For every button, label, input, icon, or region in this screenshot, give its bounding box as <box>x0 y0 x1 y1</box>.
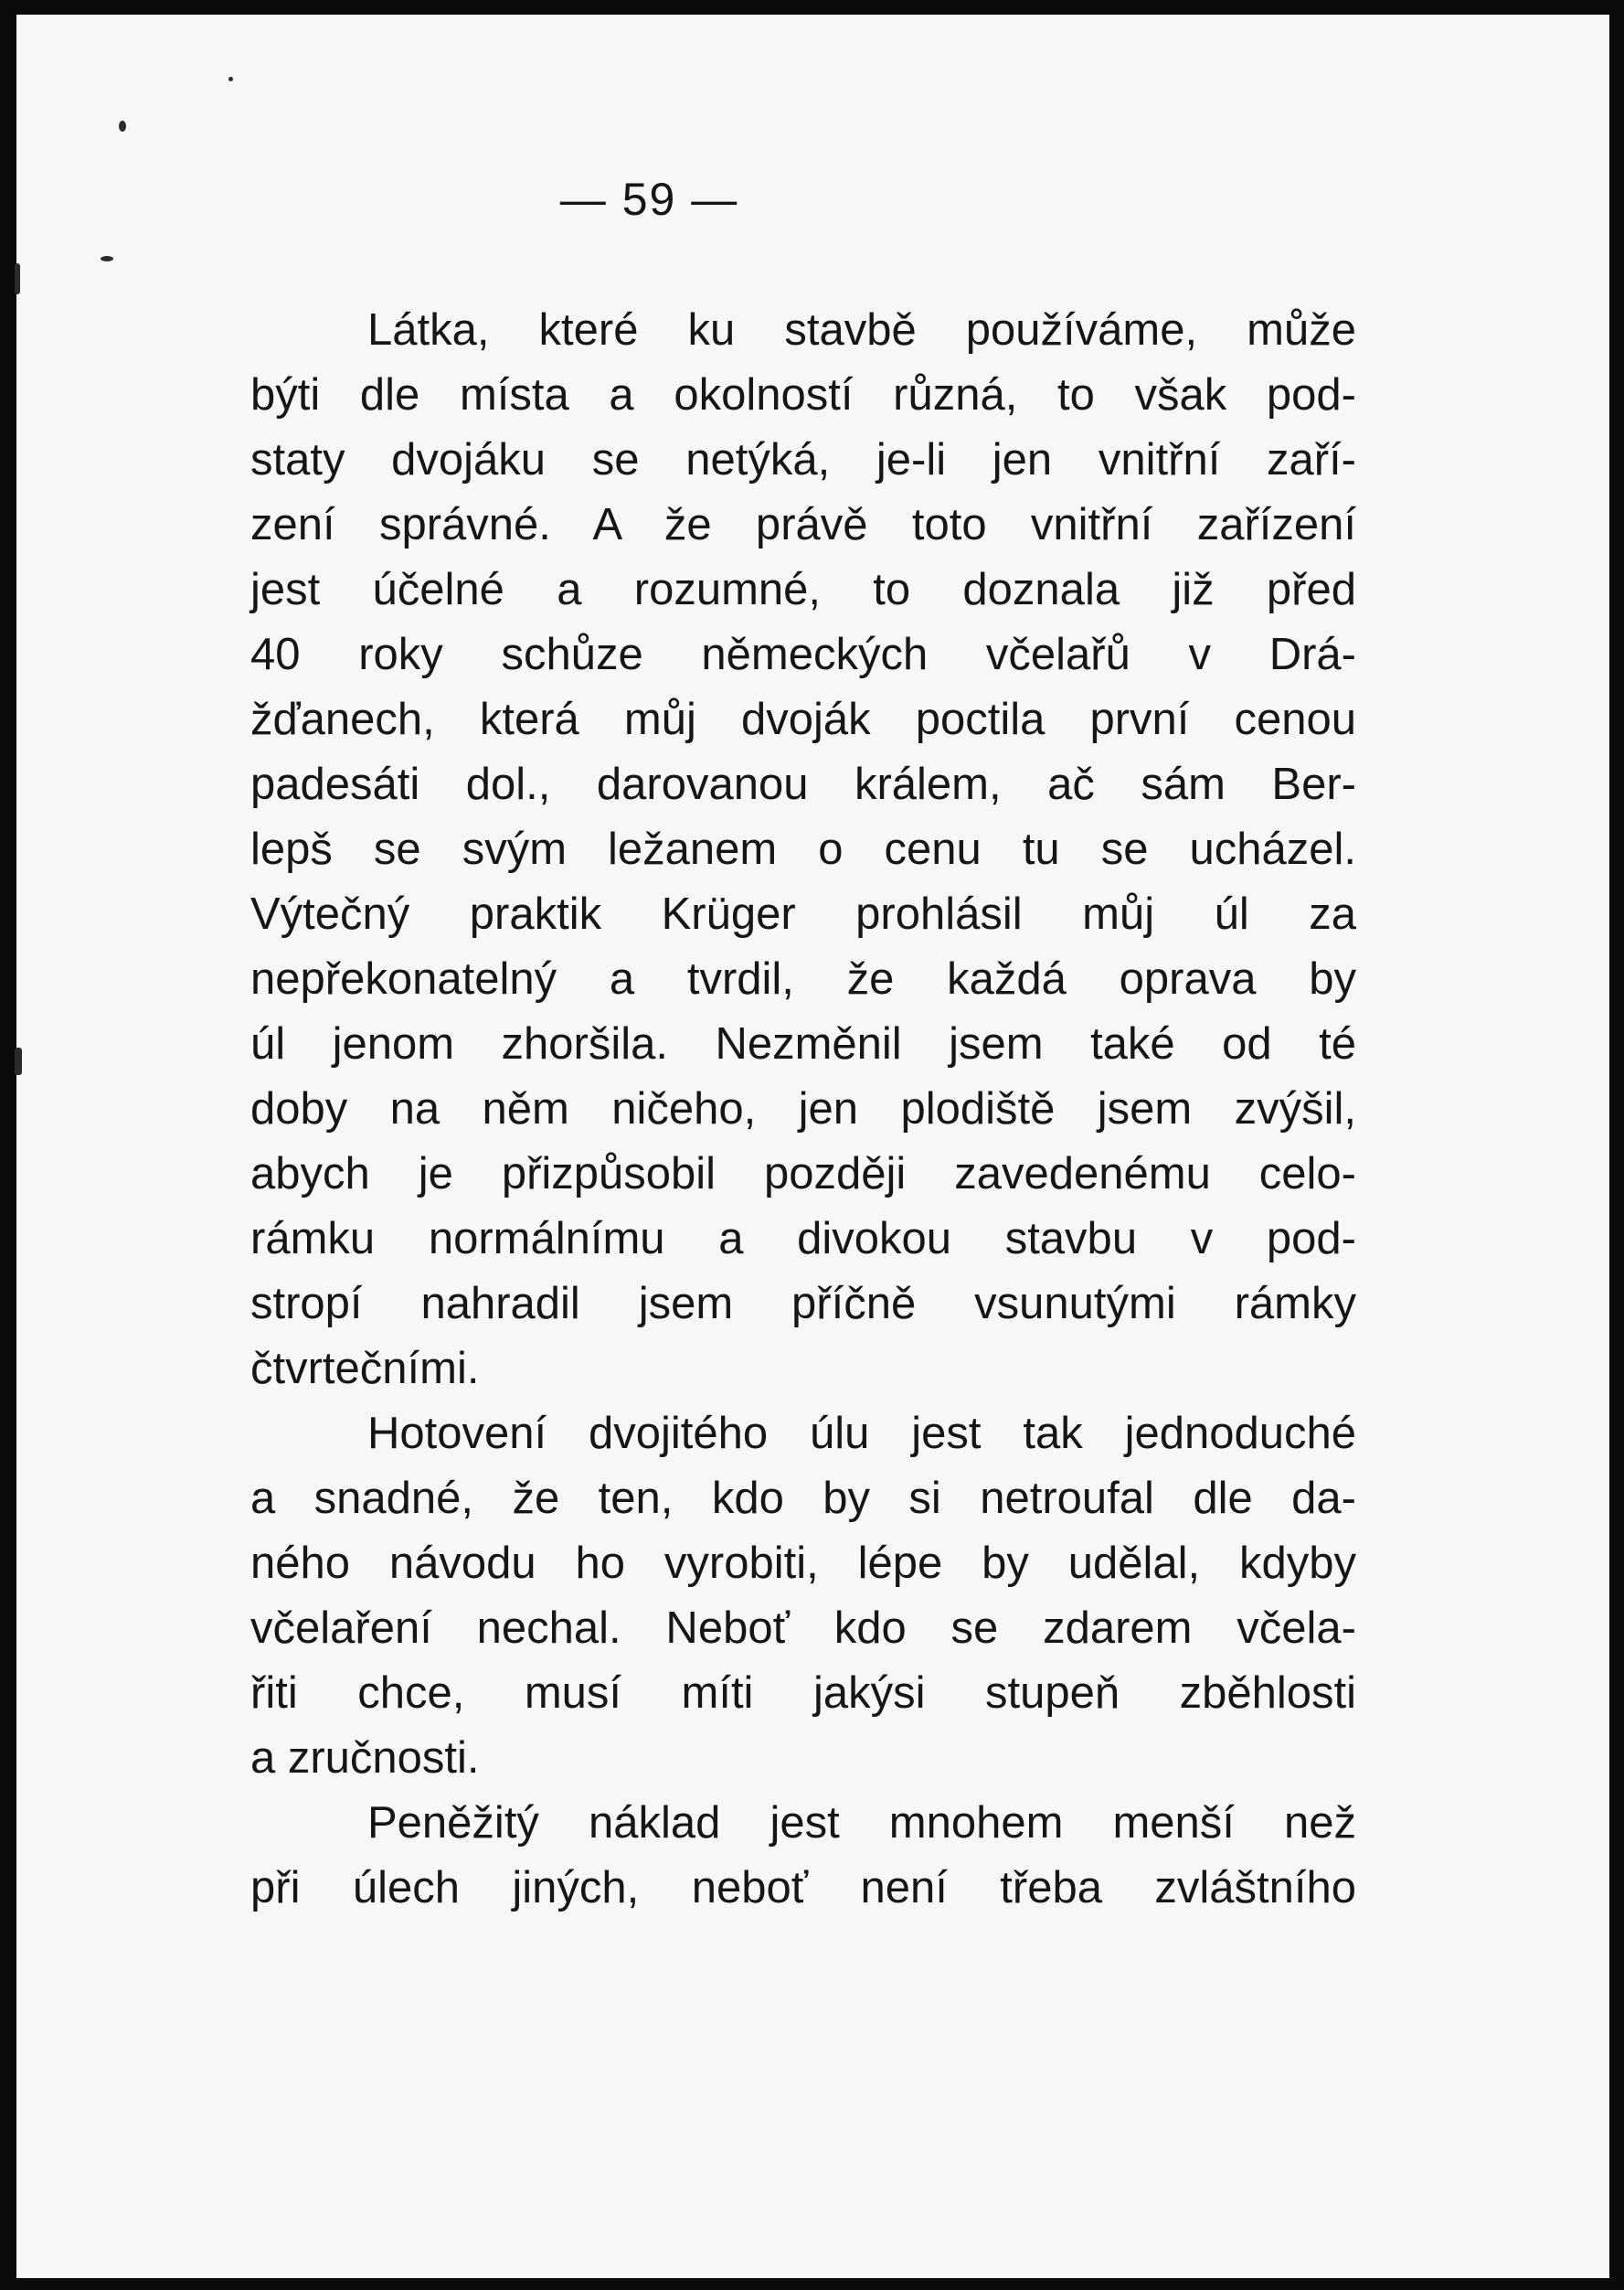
text-line: rámku normálnímu a divokou stavbu v pod- <box>250 1214 1356 1263</box>
scan-speck <box>15 1048 22 1075</box>
text-line: žďanech, která můj dvoják poctila první cenou <box>250 695 1356 744</box>
scan-speck <box>101 256 113 261</box>
text-line: nepřekonatelný a tvrdil, že každá oprava by <box>250 954 1356 1004</box>
text-line: při úlech jiných, neboť není třeba zvláštního <box>250 1863 1356 1912</box>
text-line: abych je přizpůsobil později zavedenému celo- <box>250 1149 1356 1198</box>
text-line: Hotovení dvojitého úlu jest tak jednoduché <box>367 1409 1356 1458</box>
text-line: úl jenom zhoršila. Nezměnil jsem také od té <box>250 1019 1356 1069</box>
text-line: a zručnosti. <box>250 1733 480 1783</box>
text-line: staty dvojáku se netýká, je-li jen vnitřní zaří- <box>250 435 1356 485</box>
text-line: 40 roky schůze německých včelařů v Drá- <box>250 630 1356 679</box>
text-line: lepš se svým ležanem o cenu tu se ucházel. <box>250 825 1356 874</box>
text-line: Látka, které ku stavbě používáme, může <box>367 305 1356 355</box>
text-line: čtvrtečními. <box>250 1344 480 1393</box>
text-line: doby na něm ničeho, jen plodiště jsem zvýšil, <box>250 1084 1356 1134</box>
text-line: řiti chce, musí míti jakýsi stupeň zběhlosti <box>250 1668 1356 1718</box>
text-line: zení správné. A že právě toto vnitřní zařízení <box>250 500 1356 549</box>
text-line: jest účelné a rozumné, to doznala již před <box>250 565 1356 614</box>
text-line: padesáti dol., darovanou králem, ač sám Ber- <box>250 760 1356 809</box>
text-line: ného návodu ho vyrobiti, lépe by udělal, kdyby <box>250 1539 1356 1588</box>
scan-speck <box>15 263 20 294</box>
text-line: býti dle místa a okolností různá, to však pod- <box>250 370 1356 420</box>
scan-speck <box>119 121 126 132</box>
page-number: — 59 — <box>559 174 739 225</box>
text-line: Výtečný praktik Krüger prohlásil můj úl za <box>250 889 1356 939</box>
book-page <box>16 15 1609 2278</box>
text-line: Peněžitý náklad jest mnohem menší než <box>367 1798 1356 1848</box>
text-line: včelaření nechal. Neboť kdo se zdarem včela- <box>250 1603 1356 1653</box>
text-line: stropí nahradil jsem příčně vsunutými rámky <box>250 1279 1356 1328</box>
scan-speck <box>228 77 233 81</box>
text-line: a snadné, že ten, kdo by si netroufal dle da- <box>250 1474 1356 1523</box>
body-text <box>250 298 1356 1921</box>
